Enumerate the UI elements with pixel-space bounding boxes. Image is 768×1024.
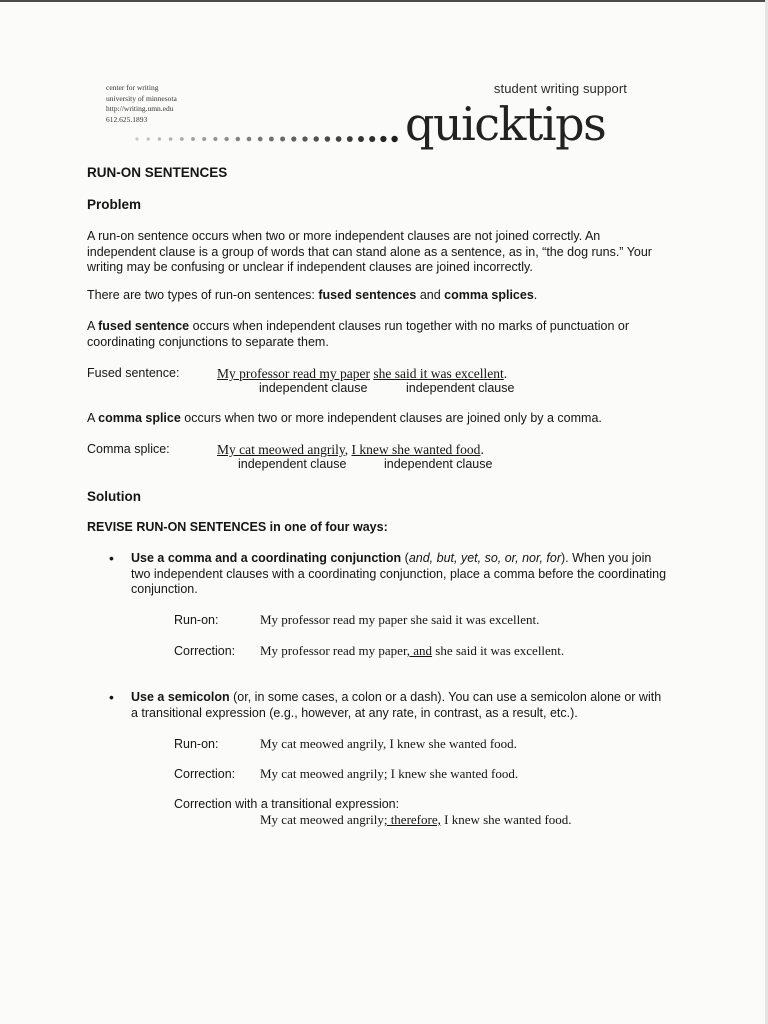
types-paragraph: There are two types of run-on sentences: fused sentences and comma splices.: [87, 288, 538, 302]
runon-sentence: My cat meowed angrily, I knew she wanted food.: [260, 736, 517, 751]
clause-label: independent clause: [259, 381, 368, 395]
leader-dot: [336, 136, 342, 142]
clause-label: independent clause: [406, 381, 515, 395]
leader-dot: [302, 136, 307, 141]
method-semicolon: Use a semicolon (or, in some cases, a colon or a dash). You can use a semicolon alone or with a transitional expression (e.g., however, at any rate, in contrast, as a result, etc.).: [131, 690, 662, 720]
leader-dot: [158, 137, 161, 140]
fused-sentence: My professor read my paper she said it was excellent.: [217, 366, 508, 381]
contact-line: university of minnesota: [106, 93, 177, 103]
support-tagline: student writing support: [493, 81, 627, 96]
runon-sentence: My professor read my paper she said it was excellent.: [260, 612, 540, 627]
leader-dot: [325, 136, 331, 142]
page-title: RUN-ON SENTENCES: [87, 165, 228, 180]
leader-dot: [247, 137, 252, 142]
leader-dot: [258, 137, 263, 142]
splice-sentence: My cat meowed angrily, I knew she wanted food.: [217, 442, 484, 457]
leader-dot: [269, 137, 274, 142]
clause-label: independent clause: [238, 457, 347, 471]
leader-dot: [280, 136, 285, 141]
bullet-marker: •: [109, 550, 114, 566]
leader-dot: [358, 136, 364, 142]
brand-logo: quicktips: [405, 97, 606, 151]
method-comma-conjunction: Use a comma and a coordinating conjunction (and, but, yet, so, or, nor, for). When you join two independent clauses with a coordinating conjunction, place a comma before the coordinating conjunction.: [131, 551, 667, 596]
leader-dot: [313, 136, 318, 141]
problem-paragraph: A run-on sentence occurs when two or more independent clauses are not joined correctly. An independent clause is a group of words that can stand alone as a sentence, as in, “the dog runs.” Your writing may be confusing or unclear if independent clauses are joined incorrectly.: [87, 229, 652, 274]
leader-dot: [236, 137, 240, 141]
leader-dot: [135, 137, 138, 140]
leader-dot: [391, 136, 397, 142]
correction-label: Correction:: [174, 644, 236, 658]
leader-dot: [369, 136, 375, 142]
leader-dot: [380, 136, 386, 142]
dot-leader-graphic: [133, 130, 401, 146]
splice-label: Comma splice:: [87, 442, 170, 456]
bullet-marker: •: [109, 689, 114, 705]
transitional-sentence: My cat meowed angrily; therefore, I knew she wanted food.: [260, 812, 572, 827]
contact-line: center for writing: [106, 83, 159, 92]
leader-dot: [169, 137, 173, 141]
correction-label: Correction:: [174, 767, 236, 781]
runon-label: Run-on:: [174, 613, 219, 627]
leader-dot: [191, 137, 195, 141]
contact-line: 612.625.1893: [106, 114, 148, 124]
leader-dot: [224, 137, 228, 141]
top-border: [0, 0, 768, 2]
leader-dot: [147, 137, 150, 140]
problem-heading: Problem: [87, 197, 142, 212]
contact-block: [106, 83, 177, 125]
clause-label: independent clause: [384, 457, 493, 471]
splice-definition: A comma splice occurs when two or more independent clauses are joined only by a comma.: [87, 411, 602, 425]
leader-dot: [291, 136, 296, 141]
correction-sentence: My cat meowed angrily; I knew she wanted food.: [260, 766, 519, 781]
runon-label: Run-on:: [174, 737, 219, 751]
leader-dot: [202, 137, 206, 141]
solution-subheading: REVISE RUN-ON SENTENCES in one of four ways:: [87, 520, 388, 534]
fused-label: Fused sentence:: [87, 366, 180, 380]
contact-line: http://writing.umn.edu: [106, 104, 174, 113]
correction-sentence: My professor read my paper, and she said it was excellent.: [260, 643, 565, 658]
solution-heading: Solution: [87, 489, 141, 504]
leader-dot: [213, 137, 217, 141]
leader-dot: [180, 137, 184, 141]
transitional-label: Correction with a transitional expression:: [174, 797, 400, 811]
leader-dot: [347, 136, 353, 142]
fused-definition: A fused sentence occurs when independent clauses run together with no marks of punctuation or coordinating conjunctions to separate them.: [87, 319, 629, 349]
